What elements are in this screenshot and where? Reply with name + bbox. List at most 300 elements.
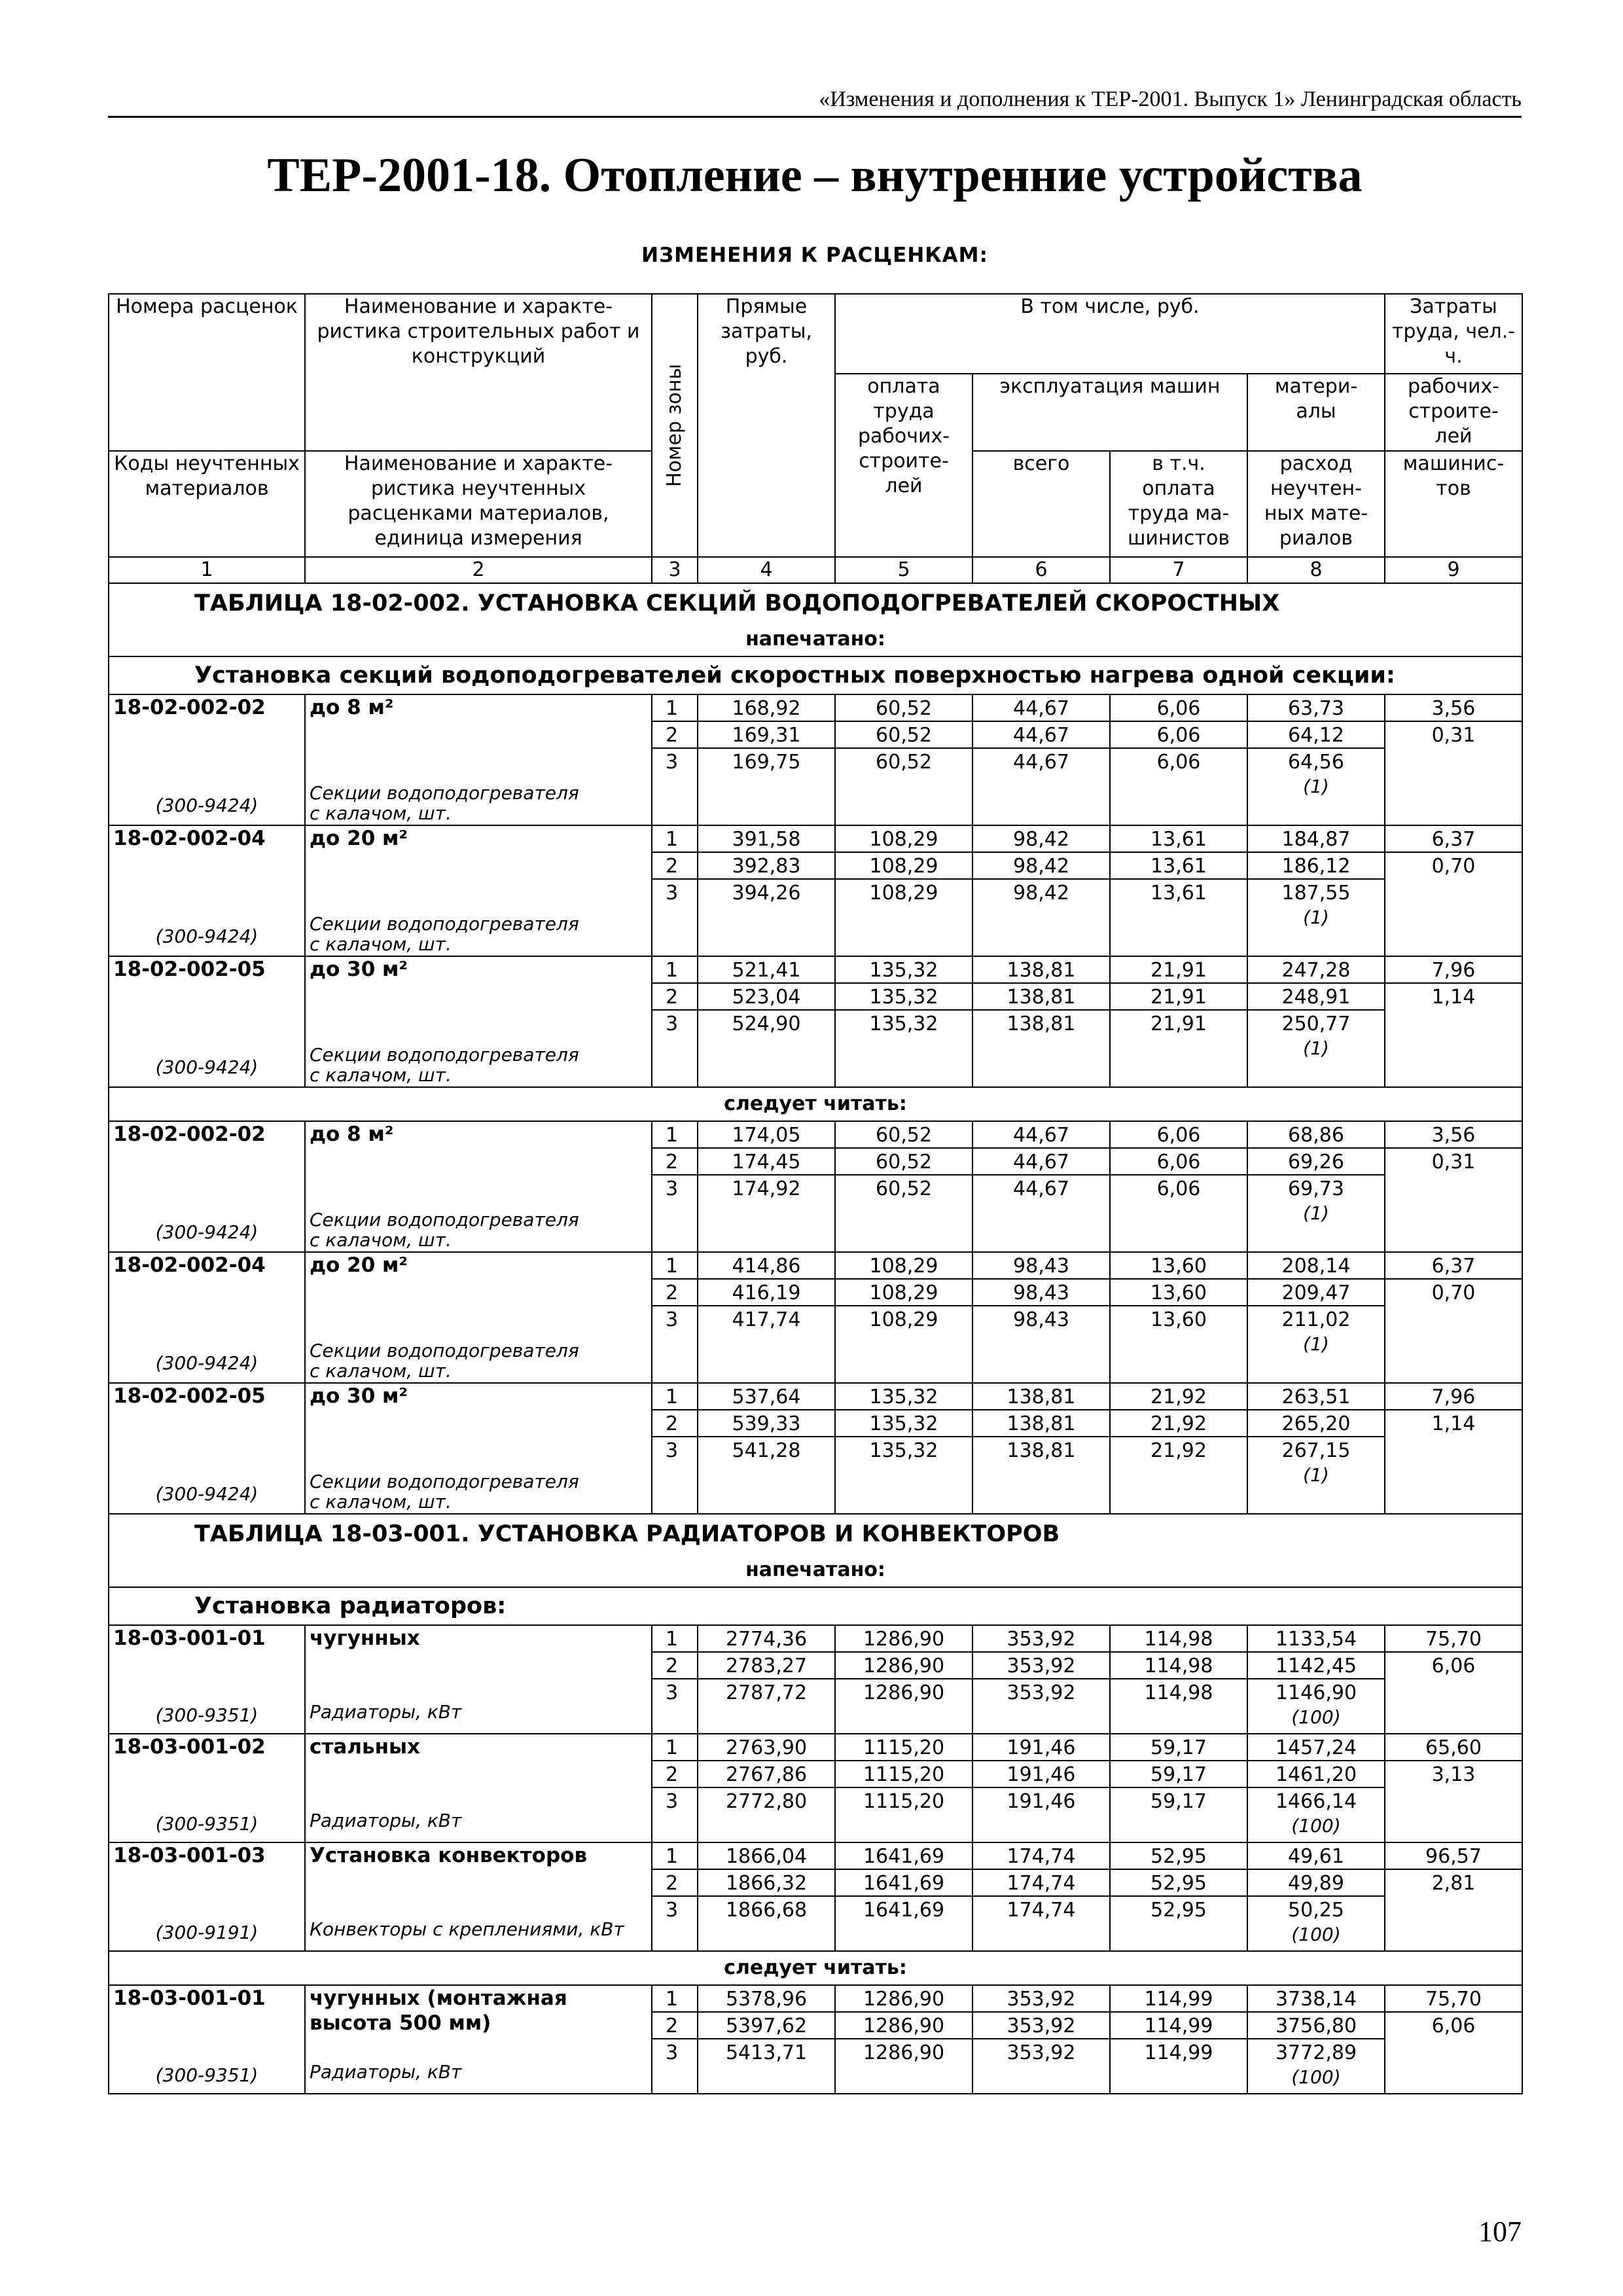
cell-value: 98,42 [973,826,1109,853]
cell-value: 1466,14 [1275,1790,1357,1813]
cell-value: 138,81 [973,1410,1109,1437]
cell-value: 52,95 [1111,1843,1247,1870]
cell-value: 60,52 [836,695,972,722]
cell-value: 135,32 [869,1439,938,1462]
cell-value: 2787,72 [725,1681,808,1704]
cell-value: 135,32 [836,984,972,1011]
cell-value: 2 [652,1761,697,1788]
cell-value: 191,46 [1007,1790,1076,1813]
material-name: с калачом, шт. [310,933,452,955]
col-labor-costs: Затраты труда, чел.-ч. [1385,294,1522,374]
cell-value: 2774,36 [698,1626,834,1653]
running-header: «Изменения и дополнения к ТЕР-2001. Выпуск 1» Ленинградская область [108,84,1522,118]
labor-pay-cell [835,1734,972,1842]
machines-labor-cell [1110,956,1247,1087]
cell-value: 60,52 [876,1177,932,1200]
cell-value: 1115,20 [836,1761,972,1788]
labor-pay-cell [835,825,972,956]
machines-labor-cell [1110,1734,1247,1842]
rate-code-text: 18-02-002-05 [113,958,266,981]
material-qty: (1) [1303,1202,1329,1224]
material-name: Секции водоподогревателя [310,1209,579,1230]
cell-value: 6,06 [1111,722,1247,749]
rate-code [109,1985,305,2094]
machines-labor-cell [1110,1383,1247,1514]
cell-value: 391,58 [698,826,834,853]
zone-cell [652,1625,698,1734]
cell-value: 250,77 [1281,1013,1351,1035]
work-name [305,1734,652,1842]
material-name: с калачом, шт. [310,1360,452,1382]
material-qty: (1) [1303,1333,1329,1355]
cell-value: 169,31 [698,722,834,749]
material-code: (300-9191) [155,1922,259,1943]
work-name [305,1625,652,1734]
cell-value: 1866,32 [698,1870,834,1897]
cell-value: 3 [666,1177,679,1200]
cell-value: 353,92 [973,1626,1109,1653]
cell-value: 108,29 [869,882,938,905]
col-machines-labor: в т.ч. оплата труда ма- шинистов [1110,451,1247,557]
cell-value: 60,52 [836,722,972,749]
col-number: 2 [305,557,652,583]
cell-value: 6,06 [1156,751,1201,774]
labor-pay-cell [835,1252,972,1383]
cell-value: 13,60 [1150,1308,1207,1331]
col-zone [652,294,698,557]
col-unaccounted: расход неучтен- ных мате- риалов [1247,451,1385,557]
zone-cell [652,694,698,825]
zone-cell [652,1252,698,1383]
work-name-text: до 30 м² [310,1384,408,1408]
cell-value: 191,46 [973,1734,1109,1761]
cell-value: 2 [652,984,697,1011]
material-name: с калачом, шт. [310,1491,452,1513]
cell-value: 1 [652,1122,697,1149]
cell-value: 2,81 [1431,1872,1476,1895]
col-materials: матери- алы [1247,374,1385,451]
printed-note: напечатано: [109,1554,1522,1587]
table-row [109,1734,1522,1842]
machines-labor-cell [1110,694,1247,825]
cell-value: 2772,80 [725,1790,808,1813]
material-name: Секции водоподогревателя [310,913,579,935]
cell-value: 21,92 [1150,1439,1207,1462]
material-name: с калачом, шт. [310,802,452,824]
labor-pay-cell [835,1121,972,1252]
cell-value: 208,14 [1248,1253,1384,1280]
table-row [109,825,1522,956]
material-name: Радиаторы, кВт [310,1701,462,1723]
cell-value: 0,31 [1431,1151,1476,1174]
cell-value: 60,52 [876,751,932,774]
cell-value: 3 [666,1013,679,1035]
rate-code-text: 18-02-002-02 [113,696,266,719]
cell-value: 6,37 [1385,1253,1522,1280]
material-qty: (100) [1291,1815,1341,1837]
cell-value: 3,56 [1385,1122,1522,1149]
table-row [109,1252,1522,1383]
direct-cost-cell [698,1252,835,1383]
cell-value: 6,06 [1156,1177,1201,1200]
cell-value: 5378,96 [698,1986,834,2013]
materials-cell [1247,1734,1385,1842]
work-name-text: до 8 м² [310,1122,394,1146]
cell-value: 1 [652,1986,697,2013]
col-number: 9 [1385,557,1522,583]
cell-value: 114,98 [1144,1681,1213,1704]
cell-value: 1286,90 [836,1653,972,1679]
cell-value: 267,15 [1281,1439,1351,1462]
cell-value: 209,47 [1248,1280,1384,1306]
col-machines: эксплуатация машин [972,374,1247,451]
cell-value: 6,06 [1431,2015,1476,2037]
material-qty: (100) [1291,2066,1341,2088]
cell-value: 49,61 [1248,1843,1384,1870]
material-name: Радиаторы, кВт [310,2061,462,2083]
cell-value: 96,57 [1385,1843,1522,1870]
cell-value: 2 [652,1410,697,1437]
cell-value: 1286,90 [863,1681,945,1704]
material-qty: (100) [1291,1706,1341,1728]
col-operators: машинис- тов [1385,451,1522,557]
zone-vertical-label: Номер зоны [663,363,687,488]
machines-cell [972,1842,1110,1951]
cell-value: 1,14 [1431,1412,1476,1435]
cell-value: 1641,69 [836,1870,972,1897]
cell-value: 169,75 [732,751,801,774]
cell-value: 6,06 [1111,1149,1247,1175]
work-name [305,956,652,1087]
work-name-text: стальных [310,1735,421,1759]
cell-value: 44,67 [973,1149,1109,1175]
work-name [305,1842,652,1951]
cell-value: 414,86 [698,1253,834,1280]
materials-cell [1247,825,1385,956]
section-title: ИЗМЕНЕНИЯ К РАСЦЕНКАМ: [641,243,988,267]
cell-value: 64,56 [1288,751,1344,774]
work-name [305,1121,652,1252]
materials-cell [1247,1252,1385,1383]
group-title: Установка секций водоподогревателей скоростных поверхностью нагрева одной секции: [109,656,1522,694]
work-name-text: до 8 м² [310,696,394,719]
rate-code [109,1252,305,1383]
material-name: Секции водоподогревателя [310,1044,579,1066]
machines-cell [972,1734,1110,1842]
cell-value: 98,42 [1013,882,1069,905]
cell-value: 60,52 [836,1149,972,1175]
zone-cell [652,1985,698,2094]
cell-value: 2783,27 [698,1653,834,1679]
cell-value: 108,29 [836,853,972,880]
cell-value: 5413,71 [725,2041,808,2064]
machines-labor-cell [1110,1252,1247,1383]
materials-cell [1247,1842,1385,1951]
cell-value: 265,20 [1248,1410,1384,1437]
material-qty: (1) [1303,776,1329,797]
cell-value: 1866,04 [698,1843,834,1870]
cell-value: 13,61 [1111,853,1247,880]
should-read-note: следует читать: [109,1951,1522,1985]
cell-value: 3772,89 [1275,2041,1357,2064]
cell-value: 0,70 [1431,1282,1476,1304]
cell-value: 537,64 [698,1384,834,1410]
zone-cell [652,1383,698,1514]
cell-value: 108,29 [836,1280,972,1306]
work-name-text: до 30 м² [310,958,408,981]
work-name [305,1383,652,1514]
machines-labor-cell [1110,825,1247,956]
material-code: (300-9424) [155,1221,259,1243]
labor-cost-cell [1385,1383,1522,1514]
materials-cell [1247,1625,1385,1734]
cell-value: 174,05 [698,1122,834,1149]
zone-cell [652,956,698,1087]
material-code: (300-9424) [155,925,259,947]
material-name: с калачом, шт. [310,1229,452,1251]
cell-value: 174,74 [973,1843,1109,1870]
rate-code-text: 18-02-002-04 [113,1253,266,1277]
machines-labor-cell [1110,1985,1247,2094]
direct-cost-cell [698,1121,835,1252]
cell-value: 263,51 [1248,1384,1384,1410]
col-number: 6 [972,557,1110,583]
labor-pay-cell [835,1842,972,1951]
cell-value: 1641,69 [863,1899,945,1922]
cell-value: 2 [652,722,697,749]
work-name [305,694,652,825]
cell-value: 6,06 [1431,1655,1476,1677]
rate-code [109,1383,305,1514]
cell-value: 174,92 [732,1177,801,1200]
cell-value: 2 [652,1280,697,1306]
table-row [109,1625,1522,1734]
labor-pay-cell [835,694,972,825]
material-qty: (1) [1303,1464,1329,1486]
machines-labor-cell [1110,1625,1247,1734]
direct-cost-cell [698,1734,835,1842]
cell-value: 416,19 [698,1280,834,1306]
cell-value: 2 [652,1653,697,1679]
col-number: 3 [652,557,698,583]
cell-value: 135,32 [836,1384,972,1410]
material-name: Секции водоподогревателя [310,1471,579,1492]
labor-cost-cell [1385,825,1522,956]
cell-value: 69,73 [1288,1177,1344,1200]
cell-value: 6,06 [1111,695,1247,722]
cell-value: 44,67 [1013,1177,1069,1200]
cell-value: 2 [652,1870,697,1897]
cell-value: 5397,62 [698,2013,834,2039]
cell-value: 7,96 [1385,1384,1522,1410]
col-number: 8 [1247,557,1385,583]
cell-value: 1 [652,1253,697,1280]
cell-value: 75,70 [1385,1986,1522,2013]
cell-value: 98,42 [973,853,1109,880]
col-name-bottom: Наименование и характе- ристика неучтенных расценками материалов, единица измерения [305,451,652,557]
cell-value: 3 [666,2041,679,2064]
work-name [305,1252,652,1383]
rate-code-text: 18-02-002-02 [113,1122,266,1146]
cell-value: 1 [652,826,697,853]
cell-value: 417,74 [732,1308,801,1331]
labor-cost-cell [1385,1734,1522,1842]
material-name: Конвекторы с креплениями, кВт [310,1918,624,1940]
cell-value: 21,91 [1111,984,1247,1011]
cell-value: 1 [652,1626,697,1653]
table-title: ТАБЛИЦА 18-02-002. УСТАНОВКА СЕКЦИЙ ВОДОПОДОГРЕВАТЕЛЕЙ СКОРОСТНЫХ [109,583,1522,623]
machines-cell [972,1383,1110,1514]
work-name-text: чугунных [310,1626,420,1650]
cell-value: 2 [652,1149,697,1175]
cell-value: 191,46 [973,1761,1109,1788]
labor-cost-cell [1385,1842,1522,1951]
cell-value: 174,74 [1007,1899,1076,1922]
cell-value: 13,61 [1111,826,1247,853]
cell-value: 63,73 [1248,695,1384,722]
cell-value: 353,92 [973,2013,1109,2039]
page-number: 107 [1478,2215,1522,2248]
cell-value: 7,96 [1385,957,1522,984]
rate-code [109,956,305,1087]
material-code: (300-9424) [155,1056,259,1078]
labor-cost-cell [1385,1625,1522,1734]
labor-cost-cell [1385,956,1522,1087]
cell-value: 114,99 [1111,1986,1247,2013]
table-title: ТАБЛИЦА 18-03-001. УСТАНОВКА РАДИАТОРОВ И КОНВЕКТОРОВ [109,1514,1522,1554]
table-row [109,1985,1522,2094]
cell-value: 44,67 [1013,751,1069,774]
work-name-text: Установка конвекторов [310,1844,588,1867]
cell-value: 1286,90 [836,2013,972,2039]
printed-note: напечатано: [109,623,1522,656]
col-codes-top: Номера расценок [109,294,305,451]
cell-value: 138,81 [973,984,1109,1011]
work-name-text: чугунных (монтажная высота 500 мм) [310,1986,567,2035]
labor-cost-cell [1385,694,1522,825]
cell-value: 523,04 [698,984,834,1011]
cell-value: 3 [666,882,679,905]
cell-value: 13,61 [1150,882,1207,905]
cell-value: 3 [666,1899,679,1922]
cell-value: 2 [652,2013,697,2039]
cell-value: 98,43 [973,1280,1109,1306]
cell-value: 1286,90 [863,2041,945,2064]
cell-value: 3 [666,1308,679,1331]
cell-value: 138,81 [973,1384,1109,1410]
cell-value: 52,95 [1111,1870,1247,1897]
work-name [305,1985,652,2094]
cell-value: 114,99 [1111,2013,1247,2039]
rate-code-text: 18-02-002-04 [113,827,266,850]
cell-value: 1 [652,1734,697,1761]
cell-value: 138,81 [973,957,1109,984]
machines-cell [972,1252,1110,1383]
material-name: с калачом, шт. [310,1064,452,1086]
col-number: 7 [1110,557,1247,583]
rate-code [109,1734,305,1842]
rate-code [109,694,305,825]
cell-value: 59,17 [1111,1761,1247,1788]
work-name-text: до 20 м² [310,1253,408,1277]
col-labor-pay: оплата труда рабочих- строите- лей [835,374,972,557]
cell-value: 3738,14 [1248,1986,1384,2013]
cell-value: 3 [666,1681,679,1704]
cell-value: 135,32 [869,1013,938,1035]
cell-value: 174,74 [973,1870,1109,1897]
cell-value: 1286,90 [836,1626,972,1653]
cell-value: 392,83 [698,853,834,880]
labor-pay-cell [835,1383,972,1514]
col-number: 5 [835,557,972,583]
col-number: 1 [109,557,305,583]
materials-cell [1247,1383,1385,1514]
cell-value: 248,91 [1248,984,1384,1011]
cell-value: 44,67 [973,1122,1109,1149]
cell-value: 6,06 [1111,1122,1247,1149]
zone-cell [652,1121,698,1252]
cell-value: 1 [652,1843,697,1870]
cell-value: 59,17 [1150,1790,1207,1813]
cell-value: 2763,90 [698,1734,834,1761]
col-machines-total: всего [972,451,1110,557]
machines-cell [972,694,1110,825]
material-code: (300-9424) [155,1483,259,1505]
rate-code [109,1121,305,1252]
machines-cell [972,1625,1110,1734]
cell-value: 59,17 [1111,1734,1247,1761]
cell-value: 135,32 [836,1410,972,1437]
labor-pay-cell [835,1985,972,2094]
labor-pay-cell [835,1625,972,1734]
cell-value: 75,70 [1385,1626,1522,1653]
material-name: Секции водоподогревателя [310,782,579,804]
material-name: Радиаторы, кВт [310,1810,462,1831]
material-code: (300-9351) [155,2064,259,2086]
direct-cost-cell [698,1985,835,2094]
table-row [109,1383,1522,1514]
cell-value: 1 [652,1384,697,1410]
labor-pay-cell [835,956,972,1087]
cell-value: 353,92 [1007,2041,1076,2064]
direct-cost-cell [698,1842,835,1951]
cell-value: 114,98 [1111,1626,1247,1653]
col-direct: Прямые затраты, руб. [698,294,835,557]
cell-value: 187,55 [1281,882,1351,905]
cell-value: 49,89 [1248,1870,1384,1897]
col-number: 4 [698,557,835,583]
cell-value: 521,41 [698,957,834,984]
rate-code-text: 18-03-001-01 [113,1626,266,1650]
cell-value: 1 [652,957,697,984]
cell-value: 186,12 [1248,853,1384,880]
cell-value: 3 [666,1439,679,1462]
cell-value: 3,13 [1431,1763,1476,1786]
machines-labor-cell [1110,1121,1247,1252]
rates-table [108,293,1523,2094]
rate-code-text: 18-03-001-01 [113,1986,266,2010]
rate-code [109,825,305,956]
material-qty: (100) [1291,1924,1341,1945]
cell-value: 3756,80 [1248,2013,1384,2039]
table-row [109,1121,1522,1252]
cell-value: 50,25 [1288,1899,1344,1922]
cell-value: 3 [666,1790,679,1813]
cell-value: 394,26 [732,882,801,905]
materials-cell [1247,1985,1385,2094]
rate-code-text: 18-03-001-02 [113,1735,266,1759]
cell-value: 60,52 [836,1122,972,1149]
